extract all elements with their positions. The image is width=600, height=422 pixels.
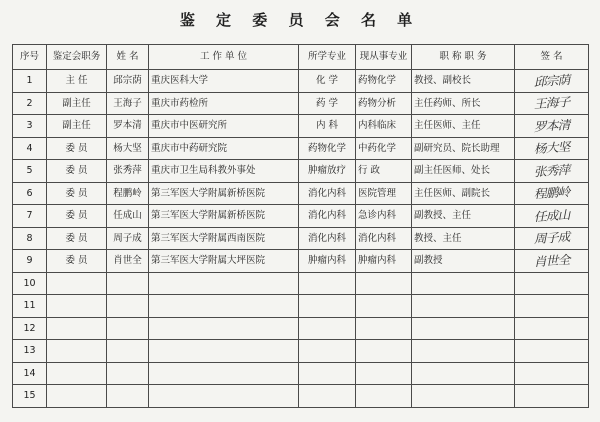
cell-index: 9 bbox=[13, 250, 47, 273]
table-row bbox=[13, 70, 589, 93]
cell-field bbox=[356, 340, 412, 363]
cell-index: 14 bbox=[13, 362, 47, 385]
table-row bbox=[13, 92, 589, 115]
cell-unit: 第三军医大学附属西南医院 bbox=[149, 227, 299, 250]
cell-signature bbox=[515, 340, 589, 363]
cell-name bbox=[107, 385, 149, 408]
cell-signature bbox=[515, 250, 589, 273]
cell-unit: 重庆市中药研究院 bbox=[149, 137, 299, 160]
table-row bbox=[13, 272, 589, 295]
cell-signature bbox=[515, 272, 589, 295]
cell-unit: 第三军医大学附属大坪医院 bbox=[149, 250, 299, 273]
cell-role: 副主任 bbox=[47, 115, 107, 138]
table-row bbox=[13, 250, 589, 273]
table-row bbox=[13, 227, 589, 250]
header-field: 现从事专业 bbox=[356, 45, 412, 70]
cell-role: 委 员 bbox=[47, 182, 107, 205]
cell-name: 邱宗荫 bbox=[107, 70, 149, 93]
table-row bbox=[13, 205, 589, 228]
cell-unit bbox=[149, 340, 299, 363]
cell-unit bbox=[149, 295, 299, 318]
header-name: 姓 名 bbox=[107, 45, 149, 70]
cell-signature bbox=[515, 205, 589, 228]
table-row bbox=[13, 160, 589, 183]
cell-role bbox=[47, 340, 107, 363]
header-signature: 签 名 bbox=[515, 45, 589, 70]
table-row bbox=[13, 362, 589, 385]
cell-name bbox=[107, 340, 149, 363]
cell-major: 消化内科 bbox=[299, 227, 356, 250]
cell-name: 王海子 bbox=[107, 92, 149, 115]
cell-major: 肿瘤放疗 bbox=[299, 160, 356, 183]
cell-major: 内 科 bbox=[299, 115, 356, 138]
cell-index: 15 bbox=[13, 385, 47, 408]
cell-title bbox=[412, 385, 515, 408]
cell-field: 肿瘤内科 bbox=[356, 250, 412, 273]
handwritten-signature: 杨大坚 bbox=[533, 139, 570, 157]
handwritten-signature: 任成山 bbox=[533, 207, 570, 224]
cell-field bbox=[356, 272, 412, 295]
cell-field: 行 政 bbox=[356, 160, 412, 183]
cell-name bbox=[107, 362, 149, 385]
cell-index: 6 bbox=[13, 182, 47, 205]
cell-title bbox=[412, 295, 515, 318]
handwritten-signature: 张秀萍 bbox=[533, 162, 570, 179]
cell-role: 委 员 bbox=[47, 227, 107, 250]
roster-body bbox=[13, 70, 589, 408]
cell-title: 教授、副校长 bbox=[412, 70, 515, 93]
header-major: 所学专业 bbox=[299, 45, 356, 70]
cell-signature bbox=[515, 137, 589, 160]
cell-signature bbox=[515, 227, 589, 250]
cell-role bbox=[47, 295, 107, 318]
cell-title bbox=[412, 340, 515, 363]
cell-title bbox=[412, 362, 515, 385]
committee-roster-table bbox=[12, 44, 589, 408]
cell-role: 主 任 bbox=[47, 70, 107, 93]
cell-signature bbox=[515, 362, 589, 385]
cell-unit bbox=[149, 362, 299, 385]
cell-name: 肖世全 bbox=[107, 250, 149, 273]
cell-field: 药物分析 bbox=[356, 92, 412, 115]
cell-name: 任成山 bbox=[107, 205, 149, 228]
cell-major: 药物化学 bbox=[299, 137, 356, 160]
cell-index: 12 bbox=[13, 317, 47, 340]
cell-unit bbox=[149, 385, 299, 408]
cell-role bbox=[47, 362, 107, 385]
handwritten-signature: 邱宗荫 bbox=[533, 72, 570, 89]
cell-name: 罗本清 bbox=[107, 115, 149, 138]
cell-field bbox=[356, 362, 412, 385]
cell-signature bbox=[515, 317, 589, 340]
cell-major bbox=[299, 317, 356, 340]
cell-major: 化 学 bbox=[299, 70, 356, 93]
cell-name bbox=[107, 272, 149, 295]
handwritten-signature: 罗本清 bbox=[533, 117, 570, 134]
cell-field: 内科临床 bbox=[356, 115, 412, 138]
page-title: 鉴 定 委 员 会 名 单 bbox=[179, 11, 421, 29]
cell-unit: 重庆医科大学 bbox=[149, 70, 299, 93]
cell-signature bbox=[515, 182, 589, 205]
cell-role: 副主任 bbox=[47, 92, 107, 115]
cell-title: 教授、主任 bbox=[412, 227, 515, 250]
cell-signature bbox=[515, 385, 589, 408]
handwritten-signature: 周子成 bbox=[533, 230, 570, 247]
cell-name: 张秀萍 bbox=[107, 160, 149, 183]
cell-role: 委 员 bbox=[47, 160, 107, 183]
header-title: 职 称 职 务 bbox=[412, 45, 515, 70]
cell-field: 药物化学 bbox=[356, 70, 412, 93]
cell-role bbox=[47, 272, 107, 295]
header-index: 序号 bbox=[13, 45, 47, 70]
cell-title: 副主任医师、处长 bbox=[412, 160, 515, 183]
cell-unit: 第三军医大学附属新桥医院 bbox=[149, 205, 299, 228]
cell-unit bbox=[149, 317, 299, 340]
cell-major: 消化内科 bbox=[299, 205, 356, 228]
cell-title: 副研究员、院长助理 bbox=[412, 137, 515, 160]
cell-unit: 重庆市药检所 bbox=[149, 92, 299, 115]
table-row bbox=[13, 115, 589, 138]
cell-field bbox=[356, 385, 412, 408]
cell-field bbox=[356, 295, 412, 318]
cell-name: 程鹏岭 bbox=[107, 182, 149, 205]
cell-index: 1 bbox=[13, 70, 47, 93]
cell-index: 2 bbox=[13, 92, 47, 115]
cell-role bbox=[47, 385, 107, 408]
cell-index: 13 bbox=[13, 340, 47, 363]
cell-major: 肿瘤内科 bbox=[299, 250, 356, 273]
cell-unit: 重庆市卫生局科教外事处 bbox=[149, 160, 299, 183]
cell-index: 4 bbox=[13, 137, 47, 160]
cell-field: 消化内科 bbox=[356, 227, 412, 250]
cell-title bbox=[412, 317, 515, 340]
cell-role: 委 员 bbox=[47, 205, 107, 228]
cell-major: 消化内科 bbox=[299, 182, 356, 205]
cell-field: 中药化学 bbox=[356, 137, 412, 160]
cell-name: 杨大坚 bbox=[107, 137, 149, 160]
cell-role: 委 员 bbox=[47, 250, 107, 273]
cell-signature bbox=[515, 160, 589, 183]
handwritten-signature: 王海子 bbox=[533, 94, 570, 112]
header-row bbox=[13, 45, 589, 70]
cell-unit bbox=[149, 272, 299, 295]
cell-major bbox=[299, 340, 356, 363]
cell-index: 11 bbox=[13, 295, 47, 318]
table-row bbox=[13, 295, 589, 318]
cell-signature bbox=[515, 70, 589, 93]
cell-major: 药 学 bbox=[299, 92, 356, 115]
header-role: 鉴定会职务 bbox=[47, 45, 107, 70]
cell-role bbox=[47, 317, 107, 340]
cell-unit: 第三军医大学附属新桥医院 bbox=[149, 182, 299, 205]
table-row bbox=[13, 385, 589, 408]
cell-major bbox=[299, 272, 356, 295]
cell-name: 周子成 bbox=[107, 227, 149, 250]
cell-name bbox=[107, 317, 149, 340]
cell-index: 3 bbox=[13, 115, 47, 138]
handwritten-signature: 肖世全 bbox=[533, 252, 570, 269]
cell-unit: 重庆市中医研究所 bbox=[149, 115, 299, 138]
table-row bbox=[13, 317, 589, 340]
cell-title: 主任药师、所长 bbox=[412, 92, 515, 115]
cell-major bbox=[299, 362, 356, 385]
cell-index: 8 bbox=[13, 227, 47, 250]
table-row bbox=[13, 340, 589, 363]
handwritten-signature: 程鹏岭 bbox=[533, 184, 570, 202]
cell-title: 副教授 bbox=[412, 250, 515, 273]
cell-signature bbox=[515, 92, 589, 115]
table-row bbox=[13, 137, 589, 160]
cell-major bbox=[299, 295, 356, 318]
cell-title: 副教授、主任 bbox=[412, 205, 515, 228]
cell-major bbox=[299, 385, 356, 408]
cell-name bbox=[107, 295, 149, 318]
cell-role: 委 员 bbox=[47, 137, 107, 160]
cell-title bbox=[412, 272, 515, 295]
cell-signature bbox=[515, 295, 589, 318]
cell-field: 医院管理 bbox=[356, 182, 412, 205]
table-row bbox=[13, 182, 589, 205]
cell-index: 5 bbox=[13, 160, 47, 183]
cell-title: 主任医师、副院长 bbox=[412, 182, 515, 205]
cell-field bbox=[356, 317, 412, 340]
cell-title: 主任医师、主任 bbox=[412, 115, 515, 138]
cell-signature bbox=[515, 115, 589, 138]
cell-field: 急诊内科 bbox=[356, 205, 412, 228]
cell-index: 10 bbox=[13, 272, 47, 295]
cell-index: 7 bbox=[13, 205, 47, 228]
header-unit: 工 作 单 位 bbox=[149, 45, 299, 70]
